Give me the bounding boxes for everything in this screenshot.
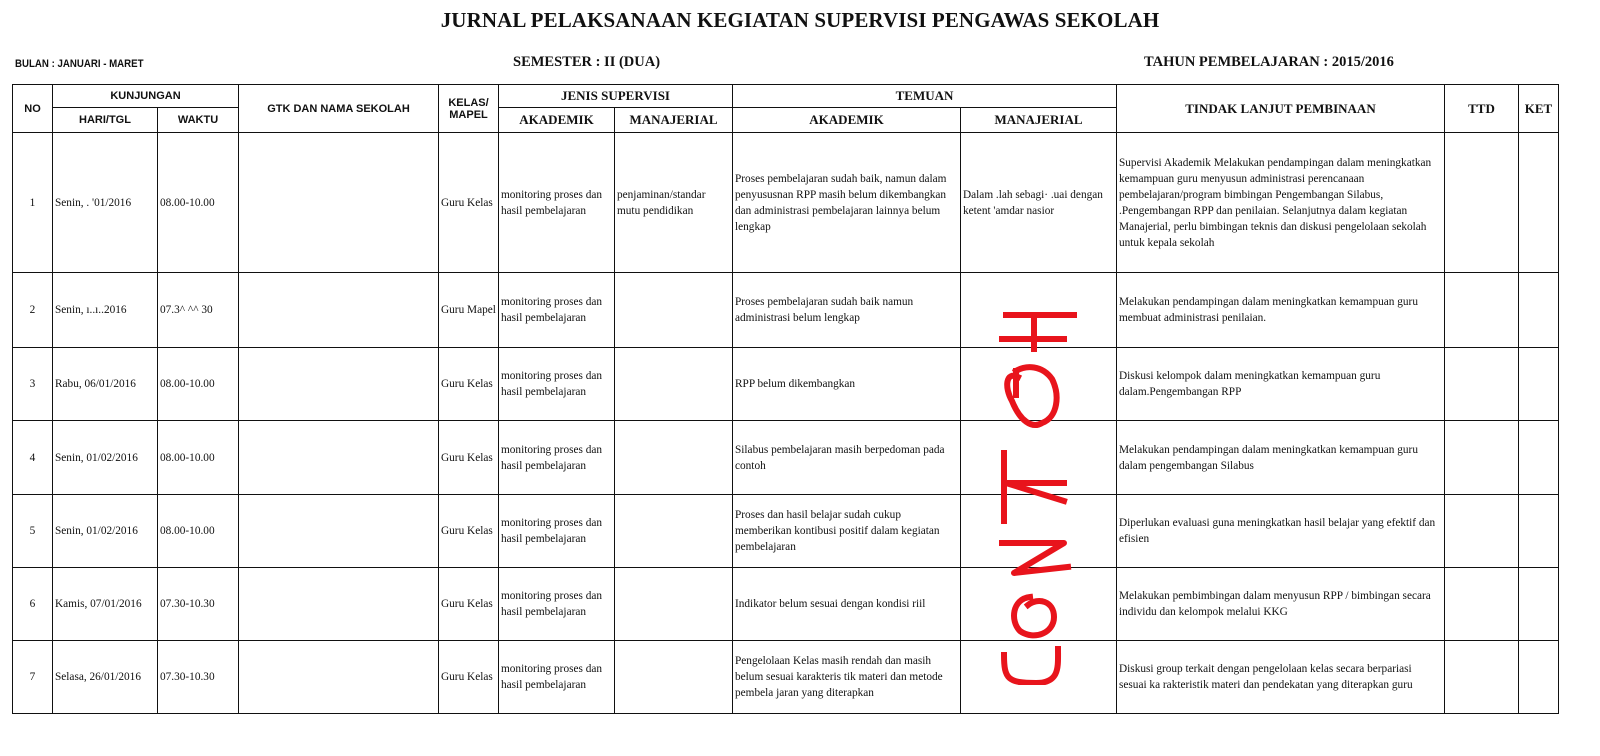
cell-ttd — [1445, 348, 1519, 421]
cell-gtk — [239, 273, 439, 348]
cell-gtk — [239, 495, 439, 568]
cell-js-akademik: monitoring proses dan hasil pembelajaran — [499, 273, 615, 348]
cell-no: 2 — [13, 273, 53, 348]
header-gtk: GTK DAN NAMA SEKOLAH — [239, 85, 439, 133]
cell-t-akademik: Proses dan hasil belajar sudah cukup memberikan kontibusi positif dalam kegiatan pembelajaran — [733, 495, 961, 568]
header-t-manajerial: MANAJERIAL — [961, 108, 1117, 133]
cell-gtk — [239, 133, 439, 273]
cell-js-manajerial — [615, 641, 733, 714]
cell-t-akademik: Indikator belum sesuai dengan kondisi riil — [733, 568, 961, 641]
cell-ttd — [1445, 641, 1519, 714]
cell-tindak-lanjut: Melakukan pendampingan dalam meningkatkan kemampuan guru dalam pengembangan Silabus — [1117, 421, 1445, 495]
cell-no: 7 — [13, 641, 53, 714]
cell-ttd — [1445, 421, 1519, 495]
cell-waktu: 07.3^ ^^ 30 — [158, 273, 239, 348]
header-temuan: TEMUAN — [733, 85, 1117, 108]
cell-js-manajerial — [615, 348, 733, 421]
cell-ket — [1519, 133, 1559, 273]
table-row — [13, 273, 1559, 348]
cell-hari-tgl: Senin, 01/02/2016 — [53, 495, 158, 568]
cell-tindak-lanjut: Diskusi kelompok dalam meningkatkan kemampuan guru dalam.Pengembangan RPP — [1117, 348, 1445, 421]
cell-js-akademik: monitoring proses dan hasil pembelajaran — [499, 133, 615, 273]
cell-ttd — [1445, 133, 1519, 273]
cell-t-manajerial — [961, 348, 1117, 421]
cell-kelas: Guru Kelas — [439, 568, 499, 641]
cell-no: 1 — [13, 133, 53, 273]
cell-t-akademik: Silabus pembelajaran masih berpedoman pada contoh — [733, 421, 961, 495]
cell-hari-tgl: Rabu, 06/01/2016 — [53, 348, 158, 421]
cell-waktu: 08.00-10.00 — [158, 421, 239, 495]
semester-label: SEMESTER : II (DUA) — [513, 54, 661, 70]
cell-ket — [1519, 348, 1559, 421]
cell-js-manajerial — [615, 495, 733, 568]
cell-ket — [1519, 421, 1559, 495]
table-row — [13, 421, 1559, 495]
table-row — [13, 641, 1559, 714]
cell-tindak-lanjut: Melakukan pendampingan dalam meningkatkan kemampuan guru membuat administrasi penilaian. — [1117, 273, 1445, 348]
table-row — [13, 348, 1559, 421]
cell-gtk — [239, 568, 439, 641]
cell-t-manajerial — [961, 421, 1117, 495]
cell-tindak-lanjut: Supervisi Akademik Melakukan pendampingan dalam meningkatkan kemampuan guru menyusun administrasi perencanaan pembelajaran/program bimbingan Pengembangan Silabus, .Pengembangan RPP dan penilaian. Selanjutnya dalam kegiatan Manajerial, perlu bimbingan teknis dan diskusi pengelolaan sekolah untuk kepala sekolah — [1117, 133, 1445, 273]
cell-js-manajerial: penjaminan/standar mutu pendidikan — [615, 133, 733, 273]
cell-no: 6 — [13, 568, 53, 641]
cell-ket — [1519, 495, 1559, 568]
cell-hari-tgl: Selasa, 26/01/2016 — [53, 641, 158, 714]
cell-kelas: Guru Kelas — [439, 641, 499, 714]
cell-gtk — [239, 641, 439, 714]
table-row — [13, 568, 1559, 641]
header-ttd: TTD — [1445, 85, 1519, 133]
cell-t-manajerial — [961, 568, 1117, 641]
cell-gtk — [239, 421, 439, 495]
cell-js-manajerial — [615, 421, 733, 495]
header-waktu: WAKTU — [158, 108, 239, 133]
cell-kelas: Guru Kelas — [439, 495, 499, 568]
cell-hari-tgl: Kamis, 07/01/2016 — [53, 568, 158, 641]
cell-ket — [1519, 641, 1559, 714]
cell-js-manajerial — [615, 568, 733, 641]
cell-js-akademik: monitoring proses dan hasil pembelajaran — [499, 568, 615, 641]
cell-t-manajerial: Dalam .lah sebagi· .uai dengan ketent 'amdar nasior — [961, 133, 1117, 273]
cell-tindak-lanjut: Diskusi group terkait dengan pengelolaan kelas secara berpariasi sesuai ka rakteristik materi dan pendekatan yang diterapkan guru — [1117, 641, 1445, 714]
header-jenis-supervisi: JENIS SUPERVISI — [499, 85, 733, 108]
cell-ttd — [1445, 495, 1519, 568]
cell-js-manajerial — [615, 273, 733, 348]
cell-ket — [1519, 568, 1559, 641]
cell-tindak-lanjut: Diperlukan evaluasi guna meningkatkan hasil belajar yang efektif dan efisien — [1117, 495, 1445, 568]
cell-t-akademik: RPP belum dikembangkan — [733, 348, 961, 421]
cell-t-manajerial — [961, 641, 1117, 714]
document-title: JURNAL PELAKSANAAN KEGIATAN SUPERVISI PENGAWAS SEKOLAH — [440, 8, 1160, 32]
cell-js-akademik: monitoring proses dan hasil pembelajaran — [499, 495, 615, 568]
cell-waktu: 08.00-10.00 — [158, 348, 239, 421]
header-ket: KET — [1519, 85, 1559, 133]
cell-kelas: Guru Kelas — [439, 133, 499, 273]
cell-hari-tgl: Senin, ı..ı..2016 — [53, 273, 158, 348]
cell-no: 5 — [13, 495, 53, 568]
cell-waktu: 08.00-10.00 — [158, 495, 239, 568]
cell-no: 3 — [13, 348, 53, 421]
cell-no: 4 — [13, 421, 53, 495]
cell-js-akademik: monitoring proses dan hasil pembelajaran — [499, 641, 615, 714]
cell-ttd — [1445, 568, 1519, 641]
cell-waktu: 07.30-10.30 — [158, 641, 239, 714]
cell-hari-tgl: Senin, . '01/2016 — [53, 133, 158, 273]
cell-gtk — [239, 348, 439, 421]
cell-js-akademik: monitoring proses dan hasil pembelajaran — [499, 348, 615, 421]
header-hari-tgl: HARI/TGL — [53, 108, 158, 133]
cell-waktu: 07.30-10.30 — [158, 568, 239, 641]
cell-waktu: 08.00-10.00 — [158, 133, 239, 273]
cell-kelas: Guru Mapel — [439, 273, 499, 348]
header-tindak-lanjut: TINDAK LANJUT PEMBINAAN — [1117, 85, 1445, 133]
cell-tindak-lanjut: Melakukan pembimbingan dalam menyusun RPP / bimbingan secara individu dan kelompok melalui KKG — [1117, 568, 1445, 641]
cell-ttd — [1445, 273, 1519, 348]
cell-t-manajerial — [961, 495, 1117, 568]
cell-hari-tgl: Senin, 01/02/2016 — [53, 421, 158, 495]
cell-kelas: Guru Kelas — [439, 421, 499, 495]
header-js-manajerial: MANAJERIAL — [615, 108, 733, 133]
header-kunjungan: KUNJUNGAN — [53, 85, 239, 108]
supervision-journal-table — [12, 84, 1559, 714]
cell-t-akademik: Pengelolaan Kelas masih rendah dan masih belum sesuai karakteris tik materi dan metode pembela jaran yang diterapkan — [733, 641, 961, 714]
cell-t-akademik: Proses pembelajaran sudah baik namun administrasi belum lengkap — [733, 273, 961, 348]
tahun-label: TAHUN PEMBELAJARAN : 2015/2016 — [1144, 54, 1394, 70]
cell-t-manajerial — [961, 273, 1117, 348]
cell-js-akademik: monitoring proses dan hasil pembelajaran — [499, 421, 615, 495]
bulan-label: BULAN : JANUARI - MARET — [15, 58, 144, 70]
header-kelas-mapel: KELAS/ MAPEL — [439, 85, 499, 133]
cell-ket — [1519, 273, 1559, 348]
table-row — [13, 133, 1559, 273]
header-no: NO — [13, 85, 53, 133]
table-row — [13, 495, 1559, 568]
header-js-akademik: AKADEMIK — [499, 108, 615, 133]
cell-kelas: Guru Kelas — [439, 348, 499, 421]
cell-t-akademik: Proses pembelajaran sudah baik, namun dalam penyususnan RPP masih belum dikembangkan dan administrasi pembelajaran lainnya belum lengkap — [733, 133, 961, 273]
header-t-akademik: AKADEMIK — [733, 108, 961, 133]
